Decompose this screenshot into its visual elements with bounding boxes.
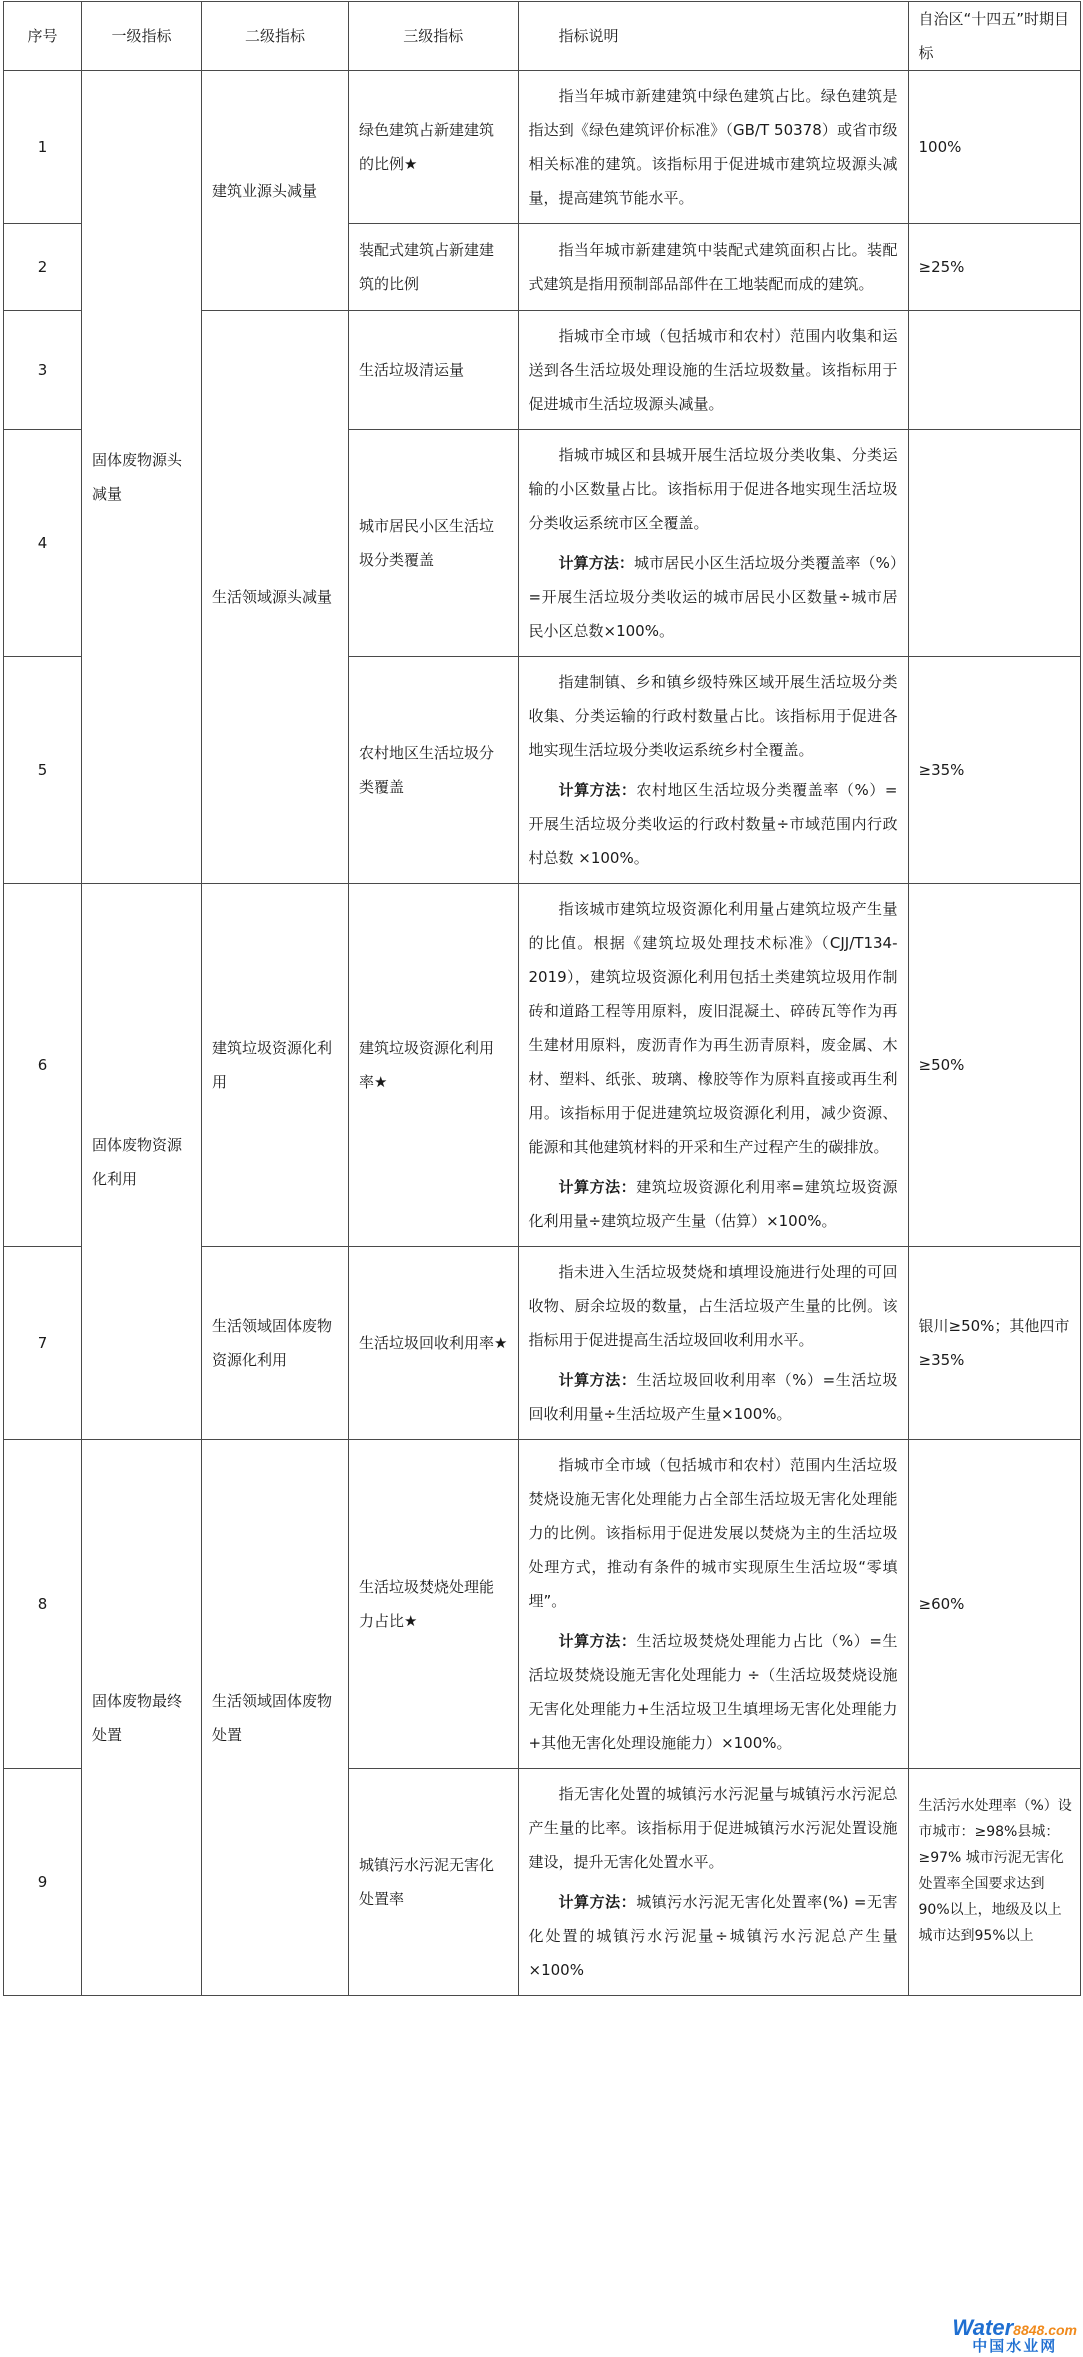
description-cell (518, 1247, 908, 1440)
level2-cell (202, 71, 349, 311)
row-number: 6 (4, 884, 82, 1247)
level2-cell (202, 1247, 349, 1440)
calc-label: 计算方法： (558, 781, 637, 799)
target-text: 生活污水处理率（%）设市城市：≥98%县城：≥97% 城市污泥无害化处置率全国要求达到90%以上，地级及以上城市达到95%以上 (918, 1798, 1072, 1944)
watermark-brand-suffix: .com (1044, 2322, 1077, 2339)
table-row (4, 884, 1081, 1247)
description-cell (518, 71, 908, 224)
target-cell: ≥60% (908, 1440, 1081, 1769)
target-cell: ≥35% (908, 657, 1081, 884)
description-cell (518, 311, 908, 430)
level3-cell: 绿色建筑占新建建筑的比例★ (349, 71, 519, 224)
calc-label: 计算方法： (558, 1178, 637, 1196)
calc-text: 生活垃圾回收利用率（%）=生活垃圾回收利用量÷生活垃圾产生量×100%。 (528, 1371, 898, 1423)
level2-cell (202, 884, 349, 1247)
target-cell: 银川≥50%；其他四市≥35% (908, 1247, 1081, 1440)
calc-method (529, 1885, 898, 1987)
calc-method (529, 1170, 898, 1238)
description-cell (518, 224, 908, 311)
description-text: 指城市全市域（包括城市和农村）范围内收集和运送到各生活垃圾处理设施的生活垃圾数量。该指标用于促进城市生活垃圾源头减量。 (528, 327, 898, 413)
description-cell (518, 1769, 908, 1996)
level3-cell: 生活垃圾清运量 (349, 311, 519, 430)
watermark-site-name: 中国水业网 (972, 2338, 1058, 2356)
description-text: 指当年城市新建建筑中装配式建筑面积占比。装配式建筑是指用预制部品部件在工地装配而成的建筑。 (528, 241, 898, 293)
level2-label: 建筑垃圾资源化利用 (212, 1039, 333, 1091)
watermark-brand-number: 8848 (1013, 2322, 1045, 2339)
header-target: 自治区“十四五”时期目标 (908, 2, 1081, 71)
calc-label: 计算方法： (558, 1632, 637, 1650)
description-cell (518, 1440, 908, 1769)
description-text: 指未进入生活垃圾焚烧和填埋设施进行处理的可回收物、厨余垃圾的数量，占生活垃圾产生量的比例。该指标用于促进提高生活垃圾回收利用水平。 (528, 1263, 898, 1349)
calc-text: 城镇污水污泥无害化处置率(%) =无害化处置的城镇污水污泥量÷城镇污水污泥总产生量×100% (528, 1893, 898, 1979)
row-number: 8 (4, 1440, 82, 1769)
level3-cell: 农村地区生活垃圾分类覆盖 (349, 657, 519, 884)
watermark-brand (952, 2316, 1077, 2339)
level3-cell: 城市居民小区生活垃圾分类覆盖 (349, 430, 519, 657)
header-desc: 指标说明 (518, 2, 908, 71)
header-seq: 序号 (4, 2, 82, 71)
calc-method (529, 773, 898, 875)
description-cell (518, 430, 908, 657)
calc-method (529, 546, 898, 648)
description-text: 指城市城区和县城开展生活垃圾分类收集、分类运输的小区数量占比。该指标用于促进各地实现生活垃圾分类收运系统市区全覆盖。 (528, 446, 898, 532)
target-cell (908, 311, 1081, 430)
level3-cell: 生活垃圾回收利用率★ (349, 1247, 519, 1440)
calc-method (529, 1363, 898, 1431)
row-number: 3 (4, 311, 82, 430)
calc-label: 计算方法： (558, 1893, 637, 1911)
description-text: 指城市全市域（包括城市和农村）范围内生活垃圾焚烧设施无害化处理能力占全部生活垃圾无害化处理能力的比例。该指标用于促进发展以焚烧为主的生活垃圾处理方式，推动有条件的城市实现原生生活垃圾“零填埋”。 (528, 1456, 898, 1610)
calc-text: 农村地区生活垃圾分类覆盖率（%）=开展生活垃圾分类收运的行政村数量÷市域范围内行政村总数 ×100%。 (528, 781, 898, 867)
level1-label: 固体废物源头减量 (92, 451, 183, 503)
target-cell: 100% (908, 71, 1081, 224)
target-cell (908, 430, 1081, 657)
calc-label: 计算方法： (558, 554, 635, 572)
level1-cell (82, 884, 202, 1440)
target-cell: ≥50% (908, 884, 1081, 1247)
description-text: 指当年城市新建建筑中绿色建筑占比。绿色建筑是指达到《绿色建筑评价标准》（GB/T 50378）或省市级相关标准的建筑。该指标用于促进城市建筑垃圾源头减量，提高建筑节能水平。 (528, 87, 898, 207)
target-cell (908, 1769, 1081, 1996)
calc-text: 建筑垃圾资源化利用率=建筑垃圾资源化利用量÷建筑垃圾产生量（估算）×100%。 (528, 1178, 898, 1230)
description-text: 指该城市建筑垃圾资源化利用量占建筑垃圾产生量的比值。根据《建筑垃圾处理技术标准》（CJJ/T134-2019），建筑垃圾资源化利用包括土类建筑垃圾用作制砖和道路工程等用原料，废旧混凝土、碎砖瓦等作为再生建材用原料，废沥青作为再生沥青原料，废金属、木材、塑料、纸张、玻璃、橡胶等作为原料直接或再生利用。该指标用于促进建筑垃圾资源化利用，减少资源、能源和其他建筑材料的开采和生产过程产生的碳排放。 (528, 900, 898, 1156)
target-cell: ≥25% (908, 224, 1081, 311)
header-level3: 三级指标 (349, 2, 519, 71)
calc-label: 计算方法： (558, 1371, 637, 1389)
level2-label: 生活领域固体废物资源化利用 (212, 1317, 333, 1369)
level2-cell (202, 1440, 349, 1996)
row-number: 5 (4, 657, 82, 884)
level2-label: 生活领域固体废物处置 (212, 1691, 333, 1744)
level1-cell (82, 71, 202, 884)
description-text: 指无害化处置的城镇污水污泥量与城镇污水污泥总产生量的比率。该指标用于促进城镇污水污泥处置设施建设，提升无害化处置水平。 (528, 1785, 898, 1871)
calc-method (529, 1624, 898, 1760)
header-level2: 二级指标 (202, 2, 349, 71)
watermark-brand-text: Water (952, 2315, 1014, 2341)
level3-cell: 装配式建筑占新建建筑的比例 (349, 224, 519, 311)
level1-label: 固体废物最终处置 (92, 1691, 183, 1744)
level1-cell (82, 1440, 202, 1996)
row-number: 4 (4, 430, 82, 657)
level1-label: 固体废物资源化利用 (92, 1135, 183, 1188)
level2-label: 生活领域源头减量 (212, 588, 333, 606)
row-number: 9 (4, 1769, 82, 1996)
header-row (4, 2, 1081, 71)
row-number: 2 (4, 224, 82, 311)
level2-label: 建筑业源头减量 (212, 181, 318, 200)
calc-text: 生活垃圾焚烧处理能力占比（%）=生活垃圾焚烧设施无害化处理能力 ÷（生活垃圾焚烧设施无害化处理能力+生活垃圾卫生填埋场无害化处理能力+其他无害化处理设施能力）×100%。 (528, 1632, 898, 1752)
calc-text: 城市居民小区生活垃圾分类覆盖率（%）=开展生活垃圾分类收运的城市居民小区数量÷城市居民小区总数×100%。 (528, 554, 898, 640)
indicator-table (3, 1, 1081, 1996)
row-number: 1 (4, 71, 82, 224)
row-number: 7 (4, 1247, 82, 1440)
description-cell (518, 884, 908, 1247)
description-cell (518, 657, 908, 884)
header-level1: 一级指标 (82, 2, 202, 71)
description-text: 指建制镇、乡和镇乡级特殊区域开展生活垃圾分类收集、分类运输的行政村数量占比。该指标用于促进各地实现生活垃圾分类收运系统乡村全覆盖。 (528, 673, 898, 759)
table-row (4, 71, 1081, 224)
level3-cell: 建筑垃圾资源化利用率★ (349, 884, 519, 1247)
level3-cell: 生活垃圾焚烧处理能力占比★ (349, 1440, 519, 1769)
watermark-logo (952, 2316, 1077, 2355)
level2-cell (202, 311, 349, 884)
level3-cell: 城镇污水污泥无害化处置率 (349, 1769, 519, 1996)
table-row (4, 1440, 1081, 1769)
